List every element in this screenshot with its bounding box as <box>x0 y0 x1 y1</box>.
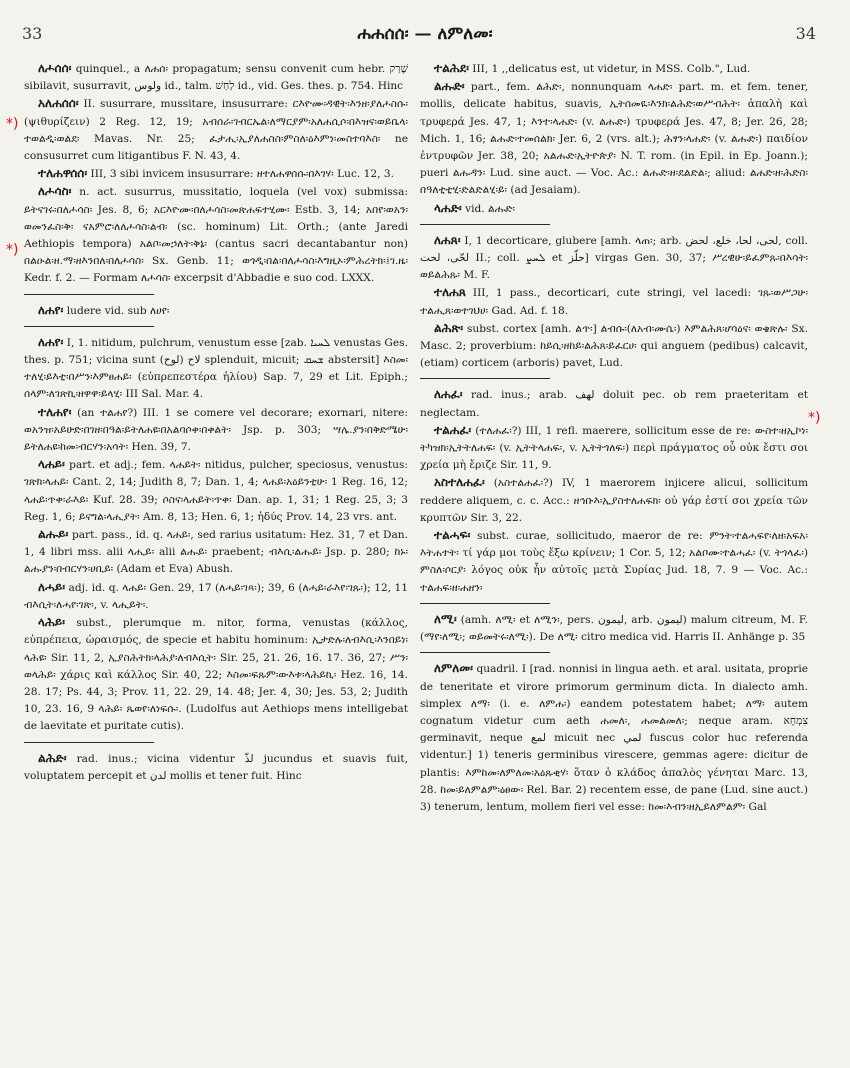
entry-separator <box>24 742 154 743</box>
dictionary-entry <box>420 527 808 597</box>
dictionary-entry <box>420 60 808 78</box>
entry-definition: subst. cortex [amh. ልጥ፡] ልብሱ፡(ለአብ፡ሙሴ፡) እምልሕጸ፡ሆሳዕና፡ ወቄጽሉ፡ Sx. Masc. 2; proverbium: ከይሲ፡ዘከይ፡ልሕጸ፡ይፈርሀ፡ qui anguem (pedibus) calcavit, (etiam) corticem (arboris) pavet, Lud. <box>420 322 808 370</box>
dictionary-entry <box>420 660 808 816</box>
entry-headword: ለሖሳስ፡ <box>38 184 72 199</box>
entry-definition: (አስተልሐፈ፡?) IV, 1 maerorem injicere alicui, sollicitum reddere aliquem, c. c. Acc.: ዘኅቡእ፡ኢያስተለሐፍክ፡ οὐ γάρ ἐστί σοι χρεία τῶν κρυπτῶν Sir. 3, 22. <box>420 477 808 524</box>
entry-headword: ለሐጸ፡ <box>434 232 461 247</box>
entry-headword: ተለሐጸ <box>434 285 466 300</box>
dictionary-entry <box>24 95 408 165</box>
dictionary-entry <box>24 750 408 785</box>
entry-headword: ለሖሰሰ፡ <box>38 61 72 75</box>
entry-headword: ላሐይ፡ <box>38 457 65 472</box>
entry-headword: ተልሓፍ፡ <box>434 528 471 543</box>
entry-headword: ላሕይ፡ <box>38 615 66 630</box>
entry-definition: adj. id. q. ላሐይ፡ Gen. 29, 17 (ለሓይ፡ገጻ፡); 39, 6 (ለሓይ፡ራእየ፡ገጹ፡); 12, 11 ብእሲት፡ለሓየ፡ገጽ፡, v. ላሒይት፡. <box>24 581 408 611</box>
entry-definition: III, 1 pass., decorticari, cute stringi, vel lacedi: ገጹ፡ወሥጋሁ፡ተልሒጸ፡ወተገህሀ፡ Gad. Ad. f. 18. <box>420 287 808 317</box>
dictionary-entry <box>24 165 408 183</box>
dictionary-entry <box>420 200 808 218</box>
dictionary-entry <box>420 386 808 421</box>
annotation-marker: *) <box>6 242 19 258</box>
entry-definition: quinquel., a ለሐሰ፡ propagatum; sensu convenit cum hebr. שָׁרַק sibilavit, susurravit, ولوس id., talm. לַחַשׁ id., vid. Ges. thes. p. 754. Hinc <box>24 63 408 93</box>
dictionary-entry <box>420 422 808 475</box>
dictionary-entry <box>420 284 808 319</box>
entry-headword: አስተለሐፈ፡ <box>434 475 485 490</box>
entry-headword: ለሓይ፡ <box>38 579 66 594</box>
annotation-marker: *) <box>808 410 821 426</box>
entry-separator <box>24 294 154 295</box>
dictionary-entry <box>24 183 408 287</box>
entry-definition: I, 1. nitidum, pulchrum, venustum esse [zab. ܠܚܝܐ venustas Ges. thes. p. 751; vicina sunt لاح (لوح) splenduit, micuit; ܫܚܩ abstersit] እስመ፡ተለሂ፡ይእቲ፡በሥን፡እምፀሐይ፡ (εὐπρεπεστέρα ἡλίου) Sap. 7, 29 et Lit. Epiph.; ሰላም፡ለገጽኪ፡ዘዋዋ፡ይላሂ፡ III Sal. Mar. 4. <box>24 336 408 401</box>
dictionary-entry <box>24 302 408 320</box>
dictionary-entry <box>24 526 408 579</box>
entry-definition: (ተለሐፈ፡?) III, 1 refl. maerere, sollicitum esse de re: ውስተ፡ዘኢኮነ፡ትካዝክ፡ኢትትለሐፍ፡ (v. ኢትትላሐፍ፡, v. ኢትትጎለፍ፡) περὶ πράγματος οὗ οὐκ ἔστι σοι χρεία μὴ ἔριζε Sir. 11, 9. <box>420 424 808 472</box>
entry-headword: ለሐፈ፡ <box>434 387 463 402</box>
dictionary-entry <box>24 614 408 735</box>
entry-definition: ludere vid. sub ለሀየ፡ <box>66 304 170 317</box>
entry-headword: ተለሐዋሰሰ፡ <box>38 166 88 181</box>
entry-definition: part. pass., id. q. ላሐይ፡, sed rarius usitatum: Hez. 31, 7 et Dan. 1, 4 libri mss. alii ላሒይ፡ alii ልሑይ፡ praebent; ብእሲ፡ልሑይ፡ Jsp. p. 280; ከኑ፡ልሑያን፡በብርሃን፡ሀቢይ፡ (Adam et Eva) Abush. <box>24 529 408 576</box>
entry-headword: ተለሐየ፡ <box>38 404 72 419</box>
entry-definition: (amh. ለሚ፡ et ለሚን፡, pers. ليمون, arb. ليمون) malum citreum, M. F. (ማየ፡ለሚ፡; ወይመትሩ፡ለሚ፡). De ለሚ፡ citro medica vid. Harris II. Anhänge p. 35 <box>420 613 808 644</box>
dictionary-entry <box>24 579 408 614</box>
entry-headword: አለሐሰሰ፡ <box>38 96 79 111</box>
entry-headword: ልሕድ፡ <box>38 750 67 765</box>
entry-definition: part. et adj.; fem. ላሐይት፡ nitidus, pulcher, speciosus, venustus: ገጽክ፡ላሐይ፡ Cant. 2, 14; Judith 8, 7; Dan. 1, 4; ላሐይ፡አዕይንቲሁ፡ 1 Reg. 16, 12; ላሐይ፡ጥቀ፡ራእይ፡ Kuf. 28. 39; ሶስና፡ላሐይት፡ጥቀ፡ Dan. ap. 1, 31; 1 Reg. 25, 3; 3 Reg. 1, 6; ይናግል፡ላሒያት፡ Am. 8, 13; Hen. 6, 1; ἡδύς Prov. 14, 23 vrs. ant. <box>24 459 408 523</box>
annotation-marker: *) <box>6 116 19 132</box>
entry-headword: ተልሕደ፡ <box>434 61 469 75</box>
page-number-left: 33 <box>22 24 43 43</box>
page-header <box>0 24 850 48</box>
entry-separator <box>420 378 550 379</box>
entry-definition: rad. inus.; vicina videntur لذّ jucundus et suavis fuit, voluptatem percepit et لدن mollis et tener fuit. Hinc <box>24 752 408 782</box>
entry-definition: (an ተልሐየ?) III. 1 se comere vel decorare; exornari, nitere: ወአንዝ፡አይሁድ፡በገዘ፡በዓል፡ይትለሐዩ፡በአልባሶቀ፡በቀልት፡ Jsp. p. 303; ሣሌ.ያን፡በቅድሜሁ፡ይትለሐዩ፡ከመ፡ብርሃን፡አሳት፡ Hen. 39, 7. <box>24 406 408 454</box>
entry-headword: ለሐየ፡ <box>38 334 64 349</box>
dictionary-entry <box>420 78 808 199</box>
dictionary-entry <box>420 320 808 373</box>
entry-headword: ላሐድ፡ <box>434 200 462 215</box>
entry-separator <box>420 603 550 604</box>
entry-separator <box>420 652 550 653</box>
entry-definition: subst. curae, sollicitudo, maeror de re: ምንት፡ተልሓፍየ፡ለዘ፡አፍአ፡እትሐተት፡ τί γάρ μοι τοὺς ἔξω κρίνειν; 1 Cor. 5, 12; አልቦሙ፡ተልሓፈ፡ (v. ትጎላፈ፡) ምስለ፡ሶርያ፡ λόγος οὐκ ἦν αὐτοῖς μετὰ Συρίας Jud. 18, 7. 9 — Voc. Ac.: ተልሐፍ፡ዘ፡ሐዘን፡ <box>420 530 808 594</box>
dictionary-entry <box>24 334 408 404</box>
entry-definition: III, 1 ,,delicatus est, ut videtur, in MSS. Colb.", Lud. <box>472 63 751 75</box>
entry-headword: ለሚ፡ <box>434 611 457 626</box>
left-column <box>24 60 408 1060</box>
dictionary-entry <box>24 60 408 95</box>
entry-headword: ተልሐፈ፡ <box>434 422 472 437</box>
entry-headword: ለምለመ፡ <box>434 661 473 676</box>
entry-separator <box>420 224 550 225</box>
dictionary-entry <box>24 456 408 526</box>
entry-headword: ለሐየ፡ <box>38 302 64 317</box>
entry-definition: quadril. I [rad. nonnisi in lingua aeth. et aral. usitata, proprie de teneritate et virore primorum germinum dicta. In dialecto amh. simplex ለማ፡ (i. e. ለምሐ፡) eandem potestatem habet; ለማ፡ autem cognatum videtur cum aeth ሐመለ፡, ሐመልመለ፡; neque aram. צִמְחָא germinavit, neque لمع micuit nec لمي fuscus color huc referenda videntur.] 1) teneris germinibus virescere, gemmas agere: dicitur de plantis: እምከመ፡ለምለመ፡አዕጹቂሃ፡ ὅταν ὁ κλάδος ἁπαλὸς γένηται Marc. 13, 28. ከመ፡ይለምልም፡ዕፀው፡ Rel. Bar. 2) recentem esse, de pane (Lud. sine auct.) 3) tenerum, lentum, mollem fieri vel esse: ከመ፡እብን፡ዘኢይለምልም፡ Gal <box>420 663 808 813</box>
running-title: ሐሐሰሰ፡ — ለምለመ፡ <box>357 24 493 44</box>
entry-headword: ልሑይ፡ <box>38 527 69 542</box>
entry-headword: ልሑድ፡ <box>434 79 465 94</box>
entry-definition: n. act. susurrus, mussitatio, loquela (vel vox) submissa: ይትናገሩ፡በለሖሳስ፡ Jes. 8, 6; አርእዮሙ፡በለሖሳስ፡መጽሐፍተሂሙ፡ Estb. 3, 14; አበየ፡ወአን፡ወመንፈስ፡ቅ፡ ናአምሮ፡ለለሖሳስ፡ልብ፡ (sc. hominum) Lit. Orth.; (ante Jaredi Aethiopis tempora) አልቦ፡መኃለት፡ቅኔ፡ (cantus sacri decantabantur non) በልዑል፡ዘ.ማ፡ዘእንበለ፡በለሖሳስ፡ Sx. Genb. 11; ወጎዲ፡በል፡በለሖሳስ፡እግዚኦ፡ምሕረትክ፡፤ገ.ዜ፡ Kedr. f. 2. — Formam ለሖሳስ፡ excerpsit d'Abbadie e suo cod. LXXX. <box>24 186 408 285</box>
entry-definition: I, 1 decorticare, glubere [amh. ላጠ፡; arb. لحى، لحا، خلع، لحض, coll. لحّى، لحت II.; coll. ܠܚܨ et حلّز] virgas Gen. 30, 37; ሥረዊሁ፡ይፈምጹ፡በእሳት፡ወይልሕጹ፡ M. F. <box>420 234 808 282</box>
entry-definition: II. susurrare, mussitare, insusurrare: ርእዮሙ፡ዳዊት፡እንዘ፡ያለሖስሱ፡ (ψιθυρίζειν) 2 Reg. 12, 19; አብሰራ፡ገብርኤል፡ለማርያም፡አለሐሲሶ፡በእዝና፡ወይቤላ፡ተወልዲ፡ወልደ፡ Mavas. Nr. 25; ፈታሒ፡ኢያለሐስስ፡ምስለ፡ዕእምነ፡መስተባእስ፡ ne consusurret cum litigantibus F. N. 43, 4. <box>24 98 408 163</box>
right-column <box>420 60 808 1060</box>
dictionary-entry <box>420 232 808 285</box>
entry-headword: ልሕጽ፡ <box>434 320 464 335</box>
dictionary-entry <box>420 611 808 646</box>
entry-definition: III, 3 sibi invicem insusurrare: ዘተለሐዋሰሱ፡በእገሃ፡ Luc. 12, 3. <box>90 168 394 181</box>
dictionary-entry <box>420 474 808 527</box>
entry-definition: rad. inus.; arab. لهف doluit pec. ob rem praeteritam et neglectam. <box>420 389 808 419</box>
entry-definition: vid. ልሑድ፡ <box>465 202 516 215</box>
dictionary-entry <box>24 404 408 457</box>
entry-definition: part., fem. ልሕድ፡, nonnunquam ላሐድ፡ part. m. et fem. tener, mollis, delicate habitus, suavis, ኢትሰመዪ፡እንክ፡ልሕድ፡ወሥብሕት፡ ἁπαλὴ καὶ τρυφερά Jes. 47, 1; እንተ፡ላሐድ፡ (v. ልሑድ፡) τρυφερά Jes. 47, 8; Jer. 26, 28; Mich. 1, 16; ልሑድ፡ተመሰልክ፡ Jer. 6, 2 (vrs. alt.); ሕፃን፡ላሐድ፡ (v. ልሑድ፡) παιδίον ἐντρυφῶν Jer. 38, 20; አልሑድ፡ኢትዮጵያ፡ N. T. rom. (in Epil. in Ep. Joann.); pueri ልሑዳን፡ Lud. sine auct. — Voc. Ac.: ልሑድ፡ዘ፡ደልድል፡; aliud: ልሐድ፡ዘ፡ሕድስ፡በዓለቲቲሂ፡ድልድልሂ፡ይ፡ (ad Jesaiam). <box>420 81 808 197</box>
entry-definition: subst., plerumque m. nitor, forma, venustas (κάλλος, εὐπρέπεια, ὡραισμός, de specie et habitu hominum: ኢታድሉ፡ለብእሲ፡እንበይነ፡ላሕዩ፡ Sir. 11, 2, ኢያስሕትክ፡ላሕያ፡ለብእሲት፡ Sir. 25, 21. 26, 16. 17. 36, 27; ሥን፡ወላሕይ፡ χάρις καὶ κάλλος Sir. 40, 22; እስመ፡ፍጹም፡ውእቱ፡ላሕይኪ፡ Hez. 16, 14. 28. 17; Ps. 44, 3; Prov. 11, 22. 29, 14. 48; Jer. 4, 30; Jes. 53, 2; Judith 10, 23. 16, 9 ላሕይ፡ ጼወየ፡ለነፍሱ፡. (Ludolfus aut Aethiops mens intelligebat de laevitate et puritate cutis). <box>24 617 408 733</box>
entry-separator <box>24 326 154 327</box>
page-number-right: 34 <box>795 24 816 43</box>
